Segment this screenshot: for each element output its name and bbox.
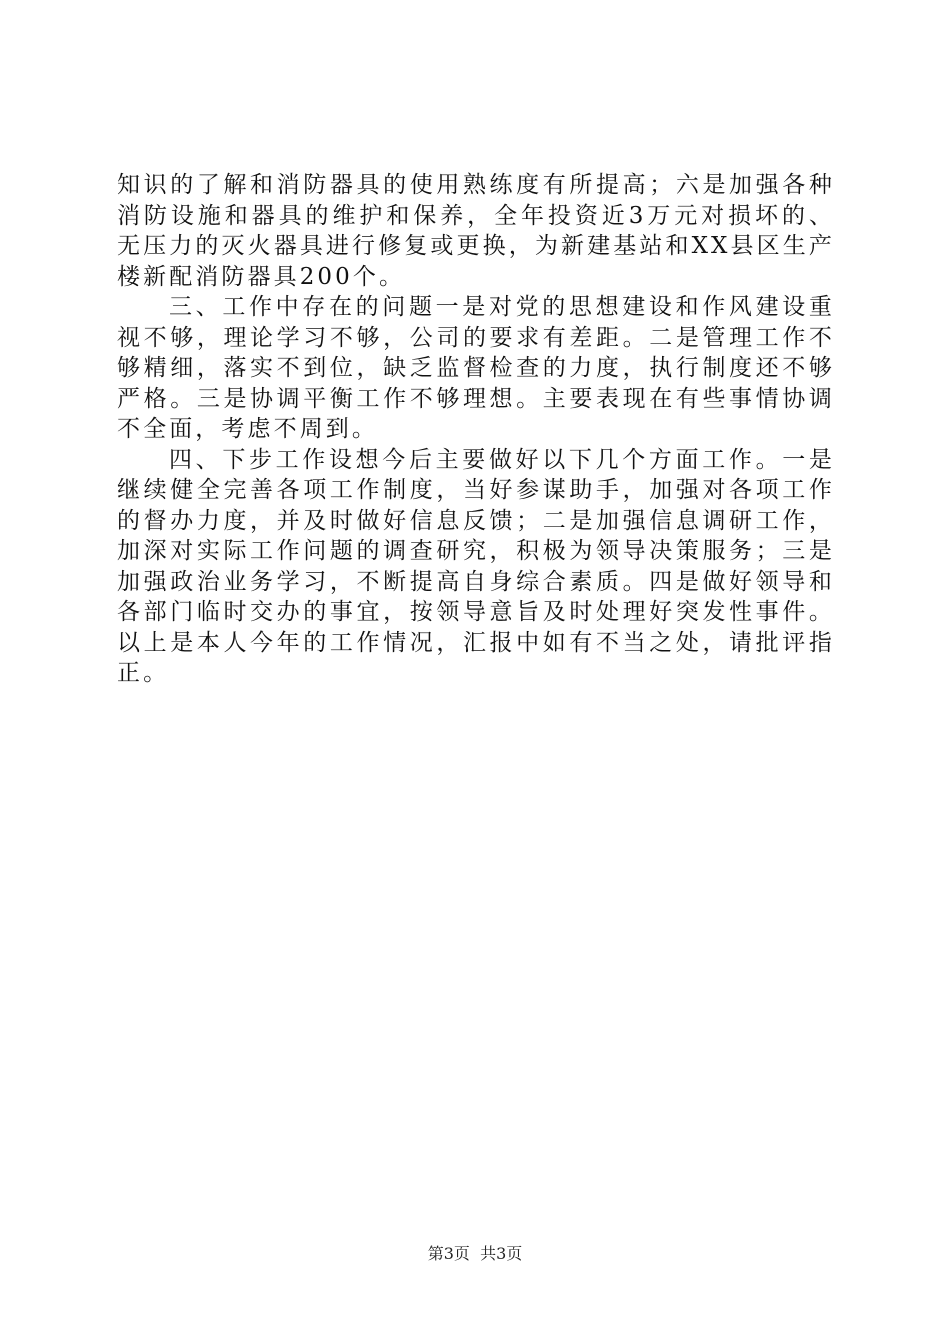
paragraph-fire-safety: 知识的了解和消防器具的使用熟练度有所提高；六是加强各种消防设施和器具的维护和保养，全年投资近3万元对损坏的、无压力的灭火器具进行修复或更换，为新建基站和XX县区生产楼新配消防器具200个。 [117, 172, 835, 290]
document-body [117, 170, 835, 689]
page-number-footer: 第3页 共3页 [427, 1244, 523, 1263]
paragraph-next-steps: 四、下步工作设想今后主要做好以下几个方面工作。一是继续健全完善各项工作制度，当好参谋助手，加强对各项工作的督办力度，并及时做好信息反馈；二是加强信息调研工作，加深对实际工作问题的调查研究，积极为领导决策服务；三是加强政治业务学习，不断提高自身综合素质。四是做好领导和各部门临时交办的事宜，按领导意旨及时处理好突发性事件。以上是本人今年的工作情况，汇报中如有不当之处，请批评指正。 [117, 446, 835, 686]
paragraph-problems: 三、工作中存在的问题一是对党的思想建设和作风建设重视不够，理论学习不够，公司的要求有差距。二是管理工作不够精细，落实不到位，缺乏监督检查的力度，执行制度还不够严格。三是协调平衡工作不够理想。主要表现在有些事情协调不全面，考虑不周到。 [117, 294, 835, 442]
